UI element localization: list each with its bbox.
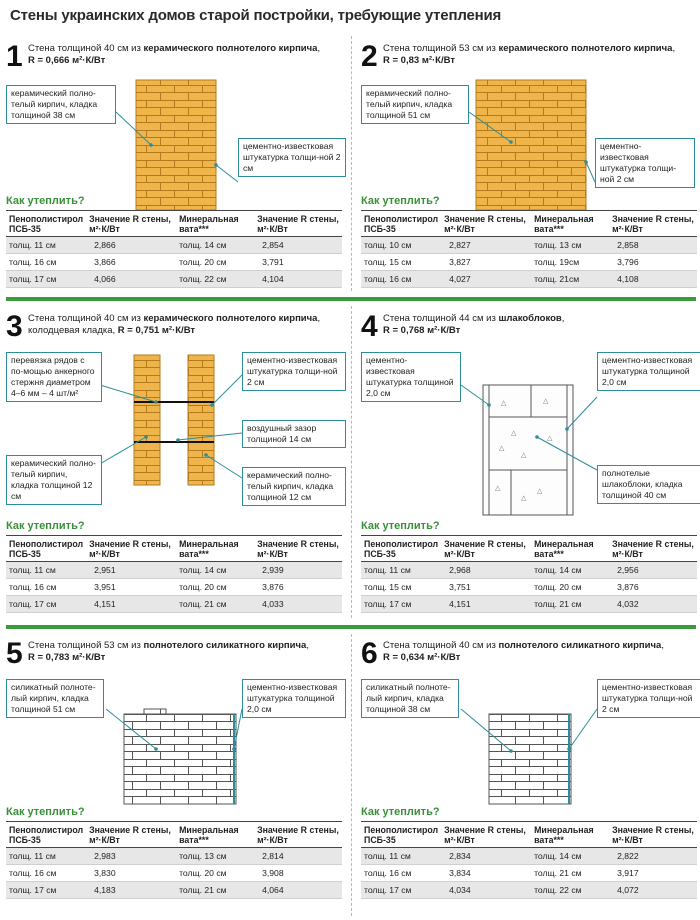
table-row: толщ. 11 см 2,866 толщ. 14 см 2,854: [6, 237, 342, 254]
table-row: толщ. 11 см 2,968 толщ. 14 см 2,956: [361, 562, 697, 579]
table-row: толщ. 10 см 2,827 толщ. 13 см 2,858: [361, 237, 697, 254]
svg-text:△: △: [495, 484, 501, 492]
wall-panel-3: [6, 310, 346, 620]
panel-number: 1: [6, 40, 23, 73]
column-divider: [351, 36, 352, 291]
svg-text:△: △: [501, 399, 507, 407]
panel-description: Стена толщиной 53 см из керамического полнотелого кирпича, R = 0,83 м²·К/Вт: [383, 43, 676, 66]
section-divider: [6, 625, 696, 629]
insulation-table: Пенополистирол ПСБ-35 Значение R стены, м²·К/Вт Минеральная вата*** Значение R стены, м²·К/Вт толщ. 11 см 2,951 толщ. 14 см 2,939 толщ. 16 см 3,951 толщ. 20 см 3,876 толщ. 17 см 4,151 толщ. 21 см 4,033: [6, 535, 342, 613]
callout-plaster: цементно-известковая штукатурка толщиной 2,0 см: [242, 679, 346, 718]
wall-panel-4: [361, 310, 700, 620]
callout-plaster: цементно-известковая штукатурка толщи-ной 2 см: [242, 352, 346, 391]
svg-text:△: △: [521, 451, 527, 459]
svg-text:△: △: [511, 429, 517, 437]
callout-plaster: цементно-известковая штукатурка толщи-ной 2 см: [238, 138, 346, 177]
panel-number: 2: [361, 40, 378, 73]
how-to-insulate-heading: Как утеплить?: [6, 806, 85, 818]
panel-description: Стена толщиной 40 см из керамического полнотелого кирпича, колодцевая кладка, R = 0,751 м²·К/Вт: [28, 313, 321, 336]
table-row: толщ. 11 см 2,951 толщ. 14 см 2,939: [6, 562, 342, 579]
page-title: Стены украинских домов старой постройки, требующие утепления: [10, 7, 502, 24]
table-row: толщ. 16 см 3,866 толщ. 20 см 3,791: [6, 254, 342, 271]
insulation-table: Пенополистирол ПСБ-35 Значение R стены, м²·К/Вт Минеральная вата*** Значение R стены, м²·К/Вт толщ. 11 см 2,983 толщ. 13 см 2,814 толщ. 16 см 3,830 толщ. 20 см 3,908 толщ. 17 см 4,183 толщ. 21 см 4,064: [6, 821, 342, 899]
how-to-insulate-heading: Как утеплить?: [6, 520, 85, 532]
svg-text:△: △: [543, 397, 549, 405]
wall-panel-1: [6, 40, 346, 330]
column-divider: [351, 306, 352, 618]
callout-anchor: перевязка рядов с по-мощью анкерного стержня диаметром 4–6 мм – 4 шт/м²: [6, 352, 102, 402]
callout-plaster-outer: цементно-известковая штукатурка толщиной 2,0 см: [597, 352, 700, 391]
insulation-table: Пенополистирол ПСБ-35 Значение R стены, м²·К/Вт Минеральная вата*** Значение R стены, м²·К/Вт толщ. 10 см 2,827 толщ. 13 см 2,858 толщ. 15 см 3,827 толщ. 19см 3,796 толщ. 16 см 4,027 толщ. 21см 4,108: [361, 210, 697, 288]
callout-air-gap: воздушный зазор толщиной 14 см: [242, 420, 346, 448]
table-row: толщ. 17 см 4,034 толщ. 22 см 4,072: [361, 882, 697, 899]
table-row: толщ. 16 см 3,834 толщ. 21 см 3,917: [361, 865, 697, 882]
svg-text:△: △: [547, 434, 553, 442]
callout-plaster: цементно-известковая штукатурка толщи-ной 2 см: [595, 138, 695, 188]
table-row: толщ. 16 см 3,830 толщ. 20 см 3,908: [6, 865, 342, 882]
callout-silicate-brick: силикатный полноте-лый кирпич, кладка толщиной 38 см: [361, 679, 459, 718]
panel-description: Стена толщиной 44 см из шлакоблоков, R = 0,768 м²·К/Вт: [383, 313, 565, 336]
callout-brick-outer: керамический полно-телый кирпич, кладка толщиной 12 см: [242, 467, 346, 506]
table-row: толщ. 17 см 4,066 толщ. 22 см 4,104: [6, 271, 342, 288]
callout-brick: керамический полно-телый кирпич, кладка толщиной 51 см: [361, 85, 469, 124]
callout-slag-block: полнотелые шлакоблоки, кладка толщиной 40 см: [597, 465, 700, 504]
svg-text:△: △: [521, 494, 527, 502]
table-row: толщ. 11 см 2,834 толщ. 14 см 2,822: [361, 848, 697, 865]
how-to-insulate-heading: Как утеплить?: [361, 520, 440, 532]
table-row: толщ. 17 см 4,151 толщ. 21 см 4,033: [6, 596, 342, 613]
how-to-insulate-heading: Как утеплить?: [6, 195, 85, 207]
wall-panel-6: [361, 637, 700, 917]
panel-description: Стена толщиной 40 см из полнотелого силикатного кирпича, R = 0,634 м²·К/Вт: [383, 640, 664, 663]
panel-description: Стена толщиной 53 см из полнотелого силикатного кирпича, R = 0,783 м²·К/Вт: [28, 640, 309, 663]
table-row: толщ. 16 см 4,027 толщ. 21см 4,108: [361, 271, 697, 288]
how-to-insulate-heading: Как утеплить?: [361, 806, 440, 818]
table-row: толщ. 15 см 3,751 толщ. 20 см 3,876: [361, 579, 697, 596]
panel-description: Стена толщиной 40 см из керамического полнотелого кирпича, R = 0,666 м²·К/Вт: [28, 43, 321, 66]
panel-number: 6: [361, 637, 378, 670]
wall-panel-5: [6, 637, 346, 917]
insulation-table: Пенополистирол ПСБ-35 Значение R стены, м²·К/Вт Минеральная вата*** Значение R стены, м²·К/Вт толщ. 11 см 2,866 толщ. 14 см 2,854 толщ. 16 см 3,866 толщ. 20 см 3,791 толщ. 17 см 4,066 толщ. 22 см 4,104: [6, 210, 342, 288]
panel-number: 4: [361, 310, 378, 343]
callout-plaster: цементно-известковая штукатурка толщи-ной 2 см: [597, 679, 700, 718]
panel-number: 3: [6, 310, 23, 343]
svg-text:△: △: [499, 444, 505, 452]
svg-text:△: △: [537, 487, 543, 495]
table-row: толщ. 15 см 3,827 толщ. 19см 3,796: [361, 254, 697, 271]
callout-brick-inner: керамический полно-телый кирпич, кладка толщиной 12 см: [6, 455, 102, 505]
how-to-insulate-heading: Как утеплить?: [361, 195, 440, 207]
panel-number: 5: [6, 637, 23, 670]
table-row: толщ. 17 см 4,151 толщ. 21 см 4,032: [361, 596, 697, 613]
table-row: толщ. 17 см 4,183 толщ. 21 см 4,064: [6, 882, 342, 899]
callout-silicate-brick: силикатный полноте-лый кирпич, кладка толщиной 51 см: [6, 679, 104, 718]
insulation-table: Пенополистирол ПСБ-35 Значение R стены, м²·К/Вт Минеральная вата*** Значение R стены, м²·К/Вт толщ. 11 см 2,834 толщ. 14 см 2,822 толщ. 16 см 3,834 толщ. 21 см 3,917 толщ. 17 см 4,034 толщ. 22 см 4,072: [361, 821, 697, 899]
column-divider: [351, 634, 352, 916]
callout-brick: керамический полно-телый кирпич, кладка толщиной 38 см: [6, 85, 116, 124]
table-row: толщ. 16 см 3,951 толщ. 20 см 3,876: [6, 579, 342, 596]
wall-panel-2: [361, 40, 700, 330]
table-row: толщ. 11 см 2,983 толщ. 13 см 2,814: [6, 848, 342, 865]
insulation-table: Пенополистирол ПСБ-35 Значение R стены, м²·К/Вт Минеральная вата*** Значение R стены, м²·К/Вт толщ. 11 см 2,968 толщ. 14 см 2,956 толщ. 15 см 3,751 толщ. 20 см 3,876 толщ. 17 см 4,151 толщ. 21 см 4,032: [361, 535, 697, 613]
callout-plaster-inner: цементно-известковая штукатурка толщиной 2,0 см: [361, 352, 461, 402]
